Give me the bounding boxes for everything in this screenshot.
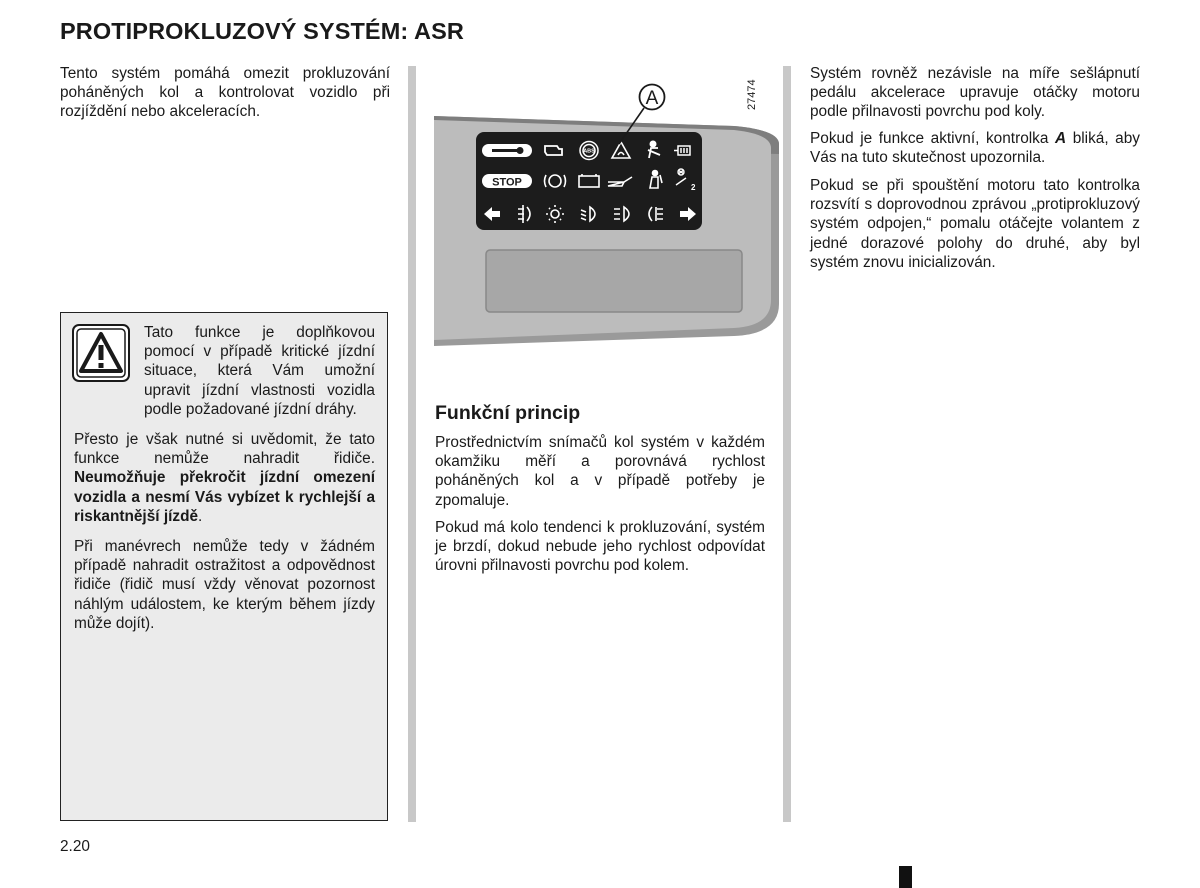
indicator-a-reference: A [1055,130,1067,147]
warning-paragraph-1: Tato funkce je doplňkovou pomocí v případě kritické jízdní situace, která Vám umožní upravit jízdní vlastnosti vozidla podle požadované jízdní dráhy. [144,324,375,418]
right-p2-post: bliká, aby Vás na tuto skutečnost upozornila. [810,130,1140,167]
figure-reference-number: 27474 [746,79,758,110]
page-number: 2.20 [60,838,90,855]
intro-text: Tento systém pomáhá omezit prokluzování poháněných kol a kontrolovat vozidlo při rozjíždění nebo akceleracích. [60,65,390,121]
svg-text:2: 2 [691,183,696,192]
abs-label: ABS [583,148,595,155]
right-p2-pre: Pokud je funkce aktivní, kontrolka [810,130,1055,147]
right-paragraph-1: Systém rovněž nezávisle na míře sešlápnutí pedálu akcelerace upravuje otáčky motoru podle přilnavosti povrchu pod koly. [810,65,1140,121]
callout-a-label: A [645,88,659,109]
section-paragraph-2: Pokud má kolo tendenci k prokluzování, systém je brzdí, dokud nebude jeho rychlost odpovídat úrovni přilnavosti povrchu pod kolem. [435,519,765,575]
stop-label: STOP [492,176,522,189]
warning-paragraph-3: Při manévrech nemůže tedy v žádném případě nahradit ostražitost a odpovědnost řidiče (řidič musí vždy věnovat pozornost náhlým událostem, ke kterým během jízdy může dojít). [74,538,375,632]
section-heading: Funkční princip [435,402,581,424]
page-title: PROTIPROKLUZOVÝ SYSTÉM: ASR [60,18,464,44]
warning-p2-bold: Neumožňuje překročit jízdní omezení vozidla a nesmí Vás vybízet k rychlejší a riskantnější jízdě [74,469,375,525]
page-edge-marker [899,866,912,888]
section-paragraph-1: Prostřednictvím snímačů kol systém v každém okamžiku měří a porovnává rychlost poháněných kol a v případě potřeby je zpomaluje. [435,434,765,509]
column-divider-left [408,66,416,822]
warning-paragraph-2 [74,430,375,526]
right-paragraph-3: Pokud se při spouštění motoru tato kontrolka rozsvítí s doprovodnou zprávou „protiprokluzový systém odpojen,“ pomalu otáčejte volantem z jedné dorazové polohy do druhé, aby byl systém znovu inicializován. [810,177,1140,271]
right-paragraph-2 [810,129,1140,167]
warning-p2-end: . [198,507,203,525]
instrument-panel-figure [434,64,779,346]
column-divider-right [783,66,791,822]
warning-box [60,312,388,821]
warning-p2-normal: Přesto je však nutné si uvědomit, že tato funkce nemůže nahradit řidiče. [74,431,375,468]
